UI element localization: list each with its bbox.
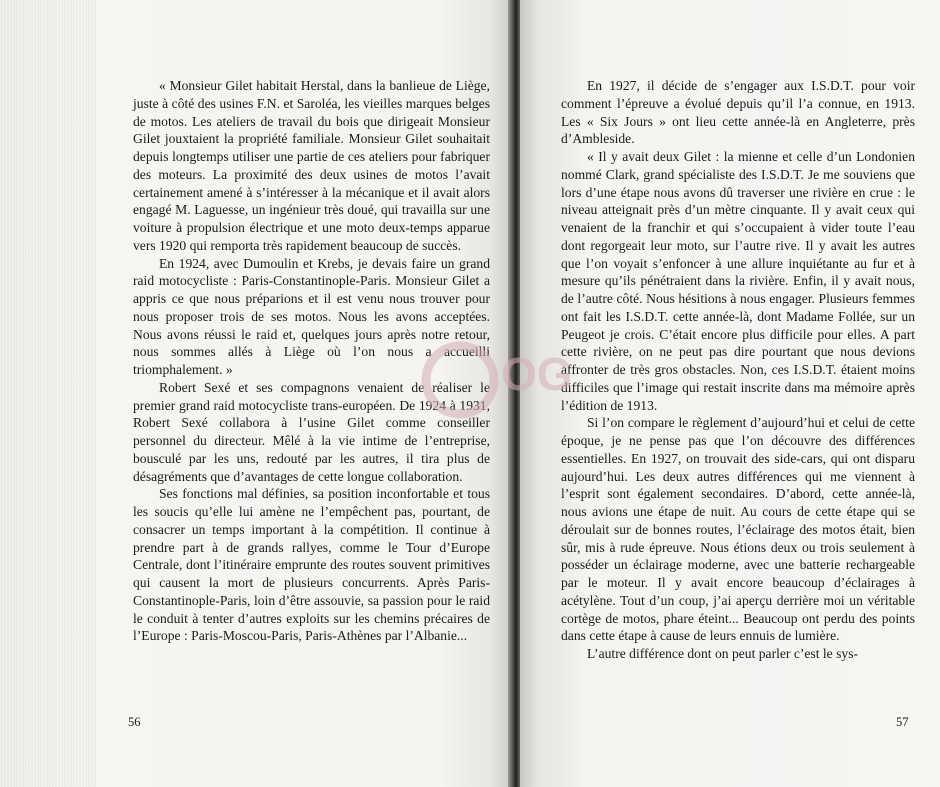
paragraph: L’autre différence dont on peut parler c’est le sys- <box>587 646 859 661</box>
paragraph: En 1927, il décide de s’engager aux I.S.D.T. pour voir comment l’épreuve a évolué depuis qu’il l’a connue, en 1913. Les « Six Jours » ont lieu cette année-là en Angleterre, près d’Ambleside. <box>561 78 915 147</box>
page-number-left: 56 <box>128 715 141 729</box>
paragraph: « Il y avait deux Gilet : la mienne et celle d’un Londonien nommé Clark, grand spécialiste des I.S.D.T. Je me souviens que lors d’une étape nous avons dû traverser une rivière en crue : le niveau atteignait près d’un mètre cinquante. Il y avait ceux qui venaient de la franchir et qui s’occupaient à vider toute l’eau dont regorgeait leur moto, sur l’autre rive. Il y avait les autres que l’on voyait s’enfoncer à une allure inquiétante au fur et à mesure qu’ils pénétraient dans la rivière. Enfin, il y avait nous, de l’autre côté. Nous hésitions à nous engager. Plusieurs femmes ont fait les I.S.D.T. cette année-là, dont Madame Follée, sur un Peugeot je crois. C’était encore plus difficile pour elles. A part cette rivière, on ne peut pas dire pourtant que nous devions affronter de très gros obstacles. Non, ces I.S.D.T. étaient moins difficiles que l’image qui restait inscrite dans ma mémoire après l’édition de 1913. <box>561 149 915 413</box>
paragraph: Si l’on compare le règlement d’aujourd’hui et celui de cette époque, je ne pense pas que l’on découvre des différences essentielles. En 1927, on trouvait des side-cars, qui ont disparu aujourd’hui. Les deux autres différences qui me viennent à l’esprit sont également secondaires. D’abord, cette année-là, nous avions une étape de nuit. Au cours de cette étape qui se déroulait sur de bonnes routes, l’éclairage des motos était, bien sûr, mis à rude épreuve. Nous étions deux ou trois seulement à posséder un éclairage moderne, avec une batterie rechargeable par le moteur. Il y avait encore beaucoup d’éclairages à acétylène. Tout d’un coup, j’ai aperçu derrière moi un véritable cortège de motos, phare éteint... Beaucoup ont perdu des points dans cette étape à cause de leurs ennuis de lumière. <box>561 415 915 644</box>
watermark-logo <box>405 328 573 438</box>
page-edges <box>0 0 96 787</box>
paragraph: Ses fonctions mal définies, sa position inconfortable et tous les soucis qu’elle lui amène ne l’empêchent pas, pourtant, de consacrer un temps important à la compétition. Il continue à prendre part à de grands rallyes, comme le Tour d’Europe Centrale, dont l’itinéraire emprunte des routes souvent primitives qui causent la mort de plusieurs concurrents. Après Paris-Constantinople-Paris, loin d’être assouvie, sa passion pour le raid le conduit à tenter d’autres exploits sur les chemins précaires de l’Europe : Paris-Moscou-Paris, Paris-Athènes par l’Albanie... <box>133 486 490 644</box>
paragraph: Robert Sexé et ses compagnons venaient de réaliser le premier grand raid motocycliste trans-européen. De 1924 à 1931, Robert Sexé collabora à l’usine Gilet comme conseiller personnel du directeur. Mêlé à la vie intime de l’entreprise, bousculé par les uns, redouté par les autres, il tira plus de désagréments que d’avantages de cette longue collaboration. <box>133 379 490 484</box>
watermark-ring <box>426 346 494 414</box>
right-page-text <box>561 77 915 663</box>
page-number-right: 57 <box>896 715 909 729</box>
right-page <box>520 0 940 787</box>
watermark-text: OG <box>501 348 573 400</box>
paragraph: « Monsieur Gilet habitait Herstal, dans la banlieue de Liège, juste à côté des usines F.N. et Saroléa, les vieilles marques belges de motos. Les ateliers de travail du bois que dirigeait Monsieur Gilet jouxtaient la propriété familiale. Monsieur Gilet souhaitait depuis longtemps utiliser une partie de ces ateliers pour fabriquer des moteurs. La proximité des deux usines de motos l’avait certainement amené à s’intéresser à la mécanique et il avait alors engagé M. Laguesse, un ingénieur très doué, qui travailla sur une voiture à propulsion électrique et une moto deux-temps apparue vers 1920 qui remporta très rapidement beaucoup de succès. <box>133 78 490 253</box>
paragraph: En 1924, avec Dumoulin et Krebs, je devais faire un grand raid motocycliste : Paris-Constantinople-Paris. Monsieur Gilet a appris ce que nous préparions et il est venu nous trouver pour nous proposer trois de ses motos. Nous les avons acceptées. Nous avons réussi le raid et, quelques jours après notre retour, nous sommes allés à Liège où l’on nous a accueilli triomphalement. » <box>133 255 490 377</box>
